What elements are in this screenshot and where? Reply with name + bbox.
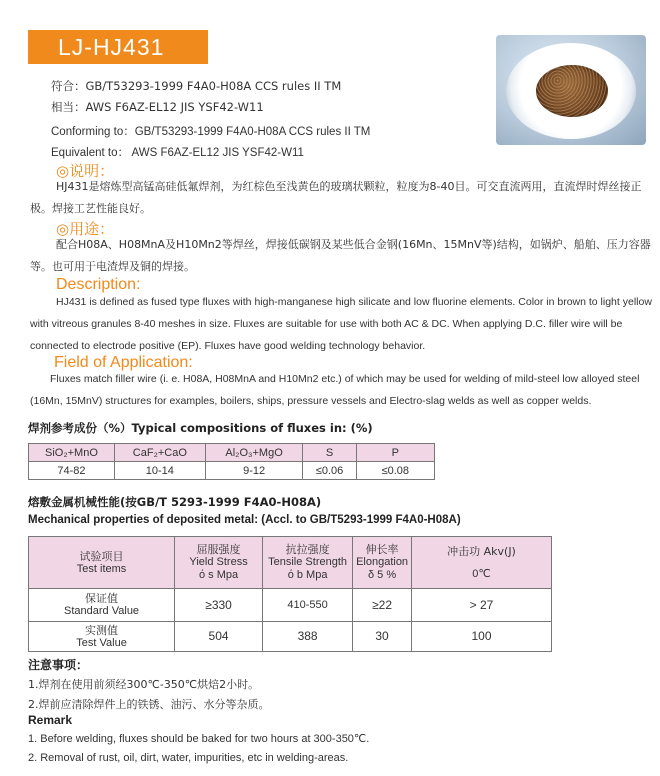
mechanical-table [28, 536, 552, 652]
app-en-title: Field of Application: [54, 354, 193, 371]
header-elongation [353, 537, 412, 589]
table-header-cell: SiO₂+MnO [29, 444, 115, 462]
table-cell: > 27 [412, 589, 552, 622]
header-yield-en: Yield Stress [189, 556, 248, 568]
row-label-en: Standard Value [64, 605, 140, 617]
table-row [29, 589, 552, 622]
notes-title-zh: 注意事项： [28, 658, 89, 672]
table-cell: 410-550 [263, 589, 353, 622]
table-header-cell: P [356, 444, 434, 462]
table-cell: 9-12 [205, 462, 303, 480]
product-title: LJ-HJ431 [28, 30, 208, 64]
row-label [29, 589, 175, 622]
table-row [29, 537, 552, 589]
header-elong-zh: 伸长率 [365, 543, 399, 556]
header-impact-label: 冲击功 Akv(J) [447, 544, 516, 558]
notes-title-en: Remark [28, 713, 73, 727]
note-zh-2: 2.焊前应清除焊件上的铁锈、油污、水分等杂质。 [28, 698, 270, 711]
flux-photo [496, 35, 646, 145]
header-tensile-zh: 抗拉强度 [285, 543, 330, 556]
header-yield-zh: 屈服强度 [196, 543, 241, 556]
conform-zh: 符合：GB/T53293-1999 F4A0-H08A CCS rules II TM [51, 79, 342, 93]
table-cell: ≥330 [175, 589, 263, 622]
desc-zh-title: ◎说明： [56, 162, 115, 180]
desc-en-title: Description: [56, 276, 141, 293]
header-elong-en: Elongation [356, 556, 409, 568]
table-cell: 388 [263, 622, 353, 652]
table-header-cell: S [303, 444, 356, 462]
note-en-1: 1. Before welding, fluxes should be baked for two hours at 300-350℃. [28, 733, 370, 745]
header-yield [175, 537, 263, 589]
row-label-zh: 实测值 [85, 623, 119, 637]
header-impact [412, 537, 552, 589]
row-label [29, 622, 175, 652]
header-test-items [29, 537, 175, 589]
flux-granules-image [536, 65, 608, 117]
table-header-cell: CaF₂+CaO [114, 444, 205, 462]
table-cell: 74-82 [29, 462, 115, 480]
table-cell: ≤0.06 [303, 462, 356, 480]
conform-en: Conforming to：GB/T53293-1999 F4A0-H08A CCS rules II TM [51, 126, 371, 138]
header-yield-unit: ό s Mpa [198, 569, 239, 581]
table-row [29, 462, 435, 480]
plate-image [506, 43, 636, 139]
row-label-en: Test Value [76, 636, 127, 649]
note-zh-1: 1.焊剂在使用前须经300℃-350℃烘焙2小时。 [28, 678, 260, 691]
table-cell: 100 [412, 622, 552, 652]
app-en-text: Fluxes match filler wire (i. e. H08A, H08MnA and H10Mn2 etc.) of which may be used for welding of mild-steel low alloyed steel (16Mn, 15MnV) structures for examples, boilers, ships, pressure vessels and Electro-slag welds as well as copper welds. [30, 373, 640, 407]
table-cell: 10-14 [114, 462, 205, 480]
header-tensile-unit: ό b Mpa [287, 569, 328, 581]
table-cell: 504 [175, 622, 263, 652]
header-item-zh: 试验项目 [79, 549, 124, 563]
note-en-2: 2. Removal of rust, oil, dirt, water, impurities, etc in welding-areas. [28, 752, 349, 764]
table-row [29, 622, 552, 652]
mechanical-heading-zh: 熔敷金属机械性能(按GB/T 5293-1999 F4A0-H08A) [28, 495, 322, 509]
header-impact-unit: 0℃ [472, 567, 491, 580]
use-zh-text: 配合H08A、H08MnA及H10Mn2等焊丝，焊接低碳钢及某些低合金钢(16Mn、15MnV等)结构，如锅炉、船舶、压力容器等。也可用于电渣焊及铜的焊接。 [30, 238, 651, 273]
composition-heading: 焊剂参考成份（%）Typical compositions of fluxes in: (%) [28, 421, 373, 435]
table-header-cell: Al₂O₃+MgO [205, 444, 303, 462]
header-tensile [263, 537, 353, 589]
header-item-en: Test items [76, 562, 127, 575]
header-tensile-en: Tensile Strength [268, 556, 348, 568]
table-row [29, 444, 435, 462]
composition-table [28, 443, 435, 480]
header-elong-unit: δ 5 % [367, 569, 397, 581]
desc-en-text: HJ431 is defined as fused type fluxes with high-manganese high silicate and low fluorine elements. Color in brown to light yellow with vitreous granules 8-40 meshes in size. Fluxes are suitable for use with both AC & DC. When applying D.C. filler wire will be connected to electrode positive (EP). Fluxes have good welding technology behavior. [30, 296, 652, 352]
table-cell: 30 [353, 622, 412, 652]
table-cell: ≤0.08 [356, 462, 434, 480]
desc-zh-text: HJ431是熔炼型高锰高硅低氟焊剂，为红棕色至浅黄色的玻璃状颗粒，粒度为8-40目。可交直流两用，直流焊时焊丝接正极。焊接工艺性能良好。 [30, 180, 642, 215]
use-zh-title: ◎用途： [56, 220, 115, 238]
table-cell: ≥22 [353, 589, 412, 622]
equiv-en: Equivalent to： AWS F6AZ-EL12 JIS YSF42-W11 [51, 147, 304, 159]
mechanical-heading-en: Mechanical properties of deposited metal: (Accl. to GB/T5293-1999 F4A0-H08A) [28, 514, 461, 526]
equiv-zh: 相当：AWS F6AZ-EL12 JIS YSF42-W11 [51, 100, 264, 114]
row-label-zh: 保证值 [85, 592, 119, 605]
